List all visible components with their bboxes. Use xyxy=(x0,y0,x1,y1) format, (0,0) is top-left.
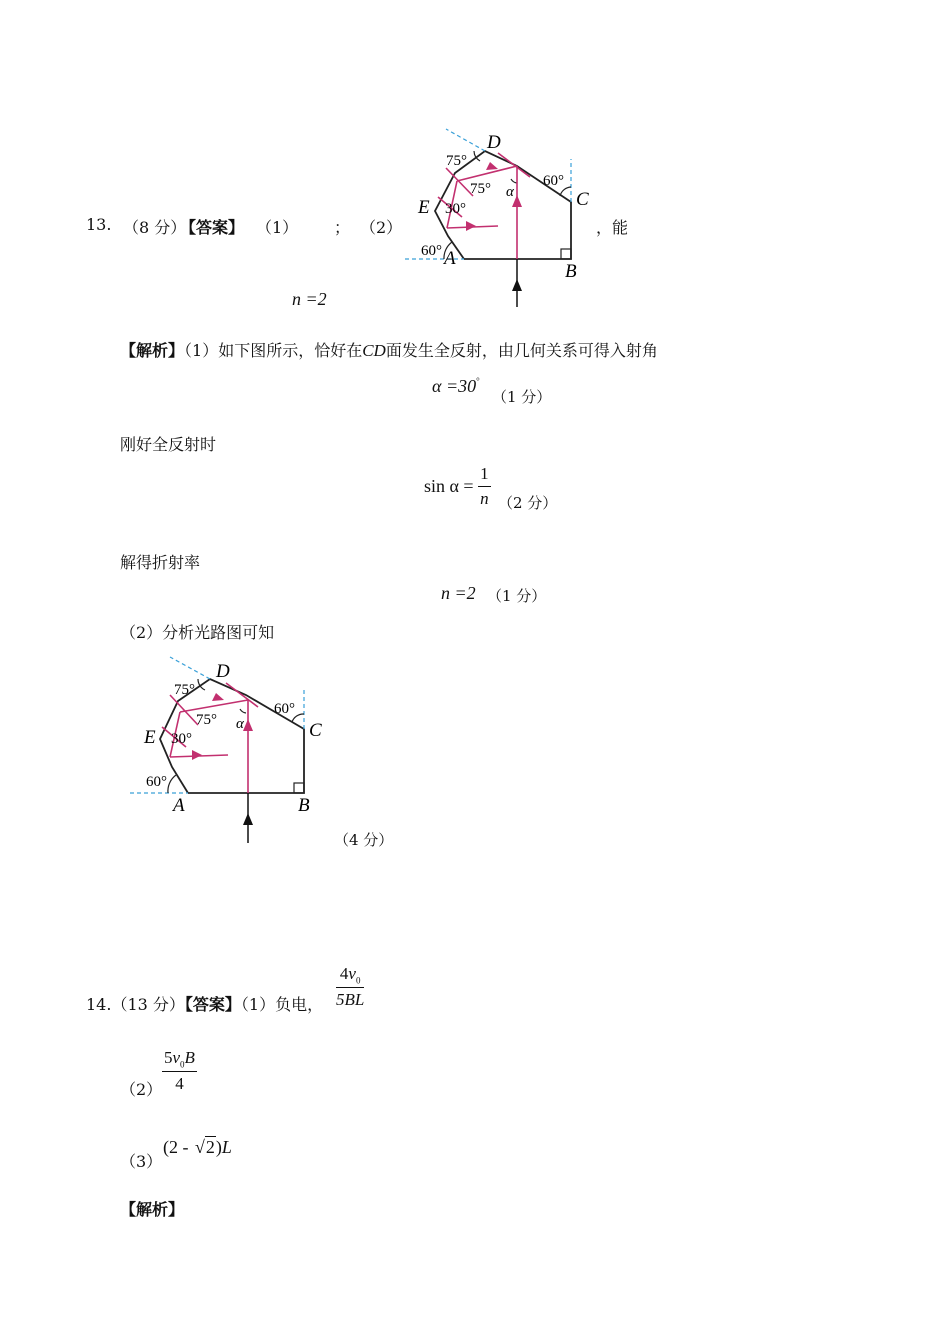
q14-answer-tag: 【答案】 xyxy=(184,995,241,1014)
vertex-label-d: D xyxy=(216,661,230,682)
q14-fraction2 xyxy=(162,1048,197,1094)
equation-sin xyxy=(424,464,491,509)
vertex-label-c: C xyxy=(576,189,589,210)
equation-sin-fraction xyxy=(478,464,491,509)
q13-semicolon: ； xyxy=(334,218,351,237)
q14-fraction1 xyxy=(336,964,364,1010)
alpha-label: α xyxy=(236,716,244,732)
right-angle-marker xyxy=(294,783,304,793)
analysis13-tag: 【解析】 xyxy=(120,341,185,360)
angle-c: 60° xyxy=(543,173,564,189)
prism-diagram-top xyxy=(400,125,630,310)
figure-score: （4 分） xyxy=(334,831,394,849)
q14-expression3: (2 - √2)L xyxy=(163,1137,232,1157)
q13-answer-tag: 【答案】 xyxy=(180,218,245,237)
alpha-label: α xyxy=(506,184,514,200)
angle-a: 60° xyxy=(421,243,442,259)
q14-analysis-tag: 【解析】 xyxy=(120,1200,185,1219)
q14-fraction1-numerator: $4v_0$ xyxy=(336,964,364,988)
q13-number: 13. xyxy=(86,215,112,234)
vertex-label-d: D xyxy=(487,132,501,153)
angle-e: 30° xyxy=(171,731,192,747)
angle-d-outer: 75° xyxy=(174,682,195,698)
sqrt-symbol: √2 xyxy=(195,1137,215,1157)
q14-fraction1-denominator: 5BL xyxy=(336,990,365,1010)
vertex-label-e: E xyxy=(418,197,430,218)
q14-fraction2-numerator: $5v_0B$ xyxy=(162,1048,197,1072)
equation-sin-numerator: 1 xyxy=(478,464,491,487)
equation-n: n =2 xyxy=(441,583,476,603)
angle-d-inner: 75° xyxy=(196,712,217,728)
analysis13-line1-cd: CD xyxy=(362,341,386,360)
analysis13-line3: 解得折射率 xyxy=(120,553,201,572)
vertex-label-b: B xyxy=(565,261,577,282)
q14-fraction2-denominator: 4 xyxy=(175,1074,184,1094)
q14-part3: （3） xyxy=(120,1152,163,1171)
equation-sin-score: （2 分） xyxy=(498,494,558,512)
equation-sin-lhs: sin α = xyxy=(424,476,474,496)
angle-d-outer: 75° xyxy=(446,153,467,169)
angle-a: 60° xyxy=(146,774,167,790)
equation-alpha-degree: ° xyxy=(476,376,480,386)
prism-diagram-bottom xyxy=(126,655,356,845)
equation-alpha-score: （1 分） xyxy=(492,388,552,406)
q14-part1: （1）负电， xyxy=(240,995,324,1014)
q13-score: （8 分） xyxy=(123,218,187,237)
q13-part1: （1） xyxy=(256,218,299,237)
q13-answer-n: n =2 xyxy=(292,289,327,309)
angle-c: 60° xyxy=(274,701,295,717)
vertex-label-e: E xyxy=(144,727,156,748)
q14-line1 xyxy=(86,992,323,1015)
right-angle-marker xyxy=(561,249,571,259)
vertex-label-a: A xyxy=(173,795,185,816)
equation-sin-denominator: n xyxy=(480,489,489,508)
q14-score: （13 分） xyxy=(111,995,185,1014)
vertex-label-a: A xyxy=(444,248,456,269)
analysis13-line1-a: （1）如下图所示，恰好在 xyxy=(184,341,363,360)
vertex-label-c: C xyxy=(309,720,322,741)
analysis13-line1-b: 面发生全反射，由几何关系可得入射角 xyxy=(385,341,658,360)
angle-d-inner: 75° xyxy=(470,181,491,197)
analysis13-line2: 刚好全反射时 xyxy=(120,435,217,454)
equation-n-score: （1 分） xyxy=(487,587,547,605)
q13-after-figure: ，能 xyxy=(596,218,629,237)
analysis13-line4: （2）分析光路图可知 xyxy=(120,623,275,642)
q14-number: 14. xyxy=(86,995,112,1014)
analysis13-line1 xyxy=(120,338,658,361)
equation-alpha xyxy=(432,376,480,397)
vertex-label-b: B xyxy=(298,795,310,816)
q14-part2: （2） xyxy=(120,1080,163,1099)
angle-e: 30° xyxy=(445,201,466,217)
q13-part2: （2） xyxy=(360,218,403,237)
equation-alpha-lhs: α =30 xyxy=(432,376,477,396)
